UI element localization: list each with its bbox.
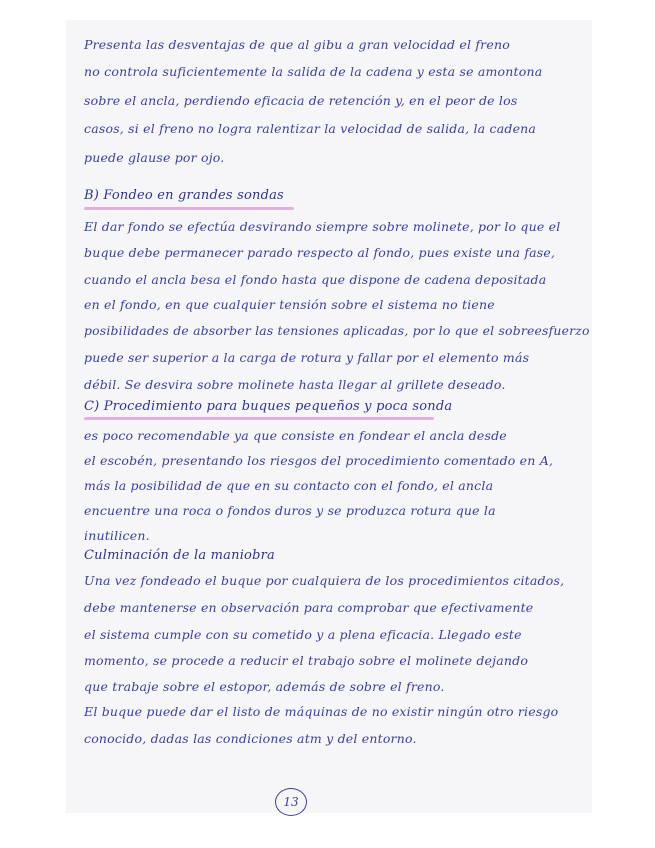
text-line: débil. Se desvira sobre molinete hasta llegar al grillete deseado. xyxy=(84,377,506,392)
text-line: puede ser superior a la carga de rotura y fallar por el elemento más xyxy=(84,350,530,365)
text-line: posibilidades de absorber las tensiones aplicadas, por lo que el sobreesfuerzo xyxy=(84,323,590,338)
text-line: encuentre una roca o fondos duros y se produzca rotura que la xyxy=(84,503,496,518)
text-line: más la posibilidad de que en su contacto con el fondo, el ancla xyxy=(84,478,494,493)
text-line: buque debe permanecer parado respecto al fondo, pues existe una fase, xyxy=(84,245,556,260)
text-line: casos, si el freno no logra ralentizar la velocidad de salida, la cadena xyxy=(84,121,537,136)
text-line: el escobén, presentando los riesgos del procedimiento comentado en A, xyxy=(84,453,554,468)
text-line: es poco recomendable ya que consiste en fondear el ancla desde xyxy=(84,428,507,443)
text-line: Presenta las desventajas de que al gibu a gran velocidad el freno xyxy=(84,37,510,52)
text-line: momento, se procede a reducir el trabajo sobre el molinete dejando xyxy=(84,653,529,668)
text-line: el sistema cumple con su cometido y a plena eficacia. Llegado este xyxy=(84,627,522,642)
text-line: sobre el ancla, perdiendo eficacia de retención y, en el peor de los xyxy=(84,93,518,108)
text-line: que trabaje sobre el estopor, además de sobre el freno. xyxy=(84,679,445,694)
section-heading-culminacion: Culminación de la maniobra xyxy=(84,548,275,563)
section-heading-b: B) Fondeo en grandes sondas xyxy=(84,188,284,203)
section-heading-c: C) Procedimiento para buques pequeños y poca sonda xyxy=(84,399,453,414)
text-line: inutilicen. xyxy=(84,528,150,543)
text-line: no controla suficientemente la salida de la cadena y esta se amontona xyxy=(84,64,543,79)
text-line: El buque puede dar el listo de máquinas de no existir ningún otro riesgo xyxy=(84,704,559,719)
heading-highlight xyxy=(84,417,434,420)
text-line: Una vez fondeado el buque por cualquiera de los procedimientos citados, xyxy=(84,573,565,588)
text-line: en el fondo, en que cualquier tensión sobre el sistema no tiene xyxy=(84,297,495,312)
text-line: puede glause por ojo. xyxy=(84,150,225,165)
text-line: cuando el ancla besa el fondo hasta que dispone de cadena depositada xyxy=(84,272,547,287)
text-line: conocido, dadas las condiciones atm y del entorno. xyxy=(84,731,417,746)
text-line: debe mantenerse en observación para comprobar que efectivamente xyxy=(84,600,534,615)
page-number: 13 xyxy=(275,788,307,816)
heading-highlight xyxy=(84,207,294,210)
text-line: El dar fondo se efectúa desvirando siempre sobre molinete, por lo que el xyxy=(84,219,561,234)
